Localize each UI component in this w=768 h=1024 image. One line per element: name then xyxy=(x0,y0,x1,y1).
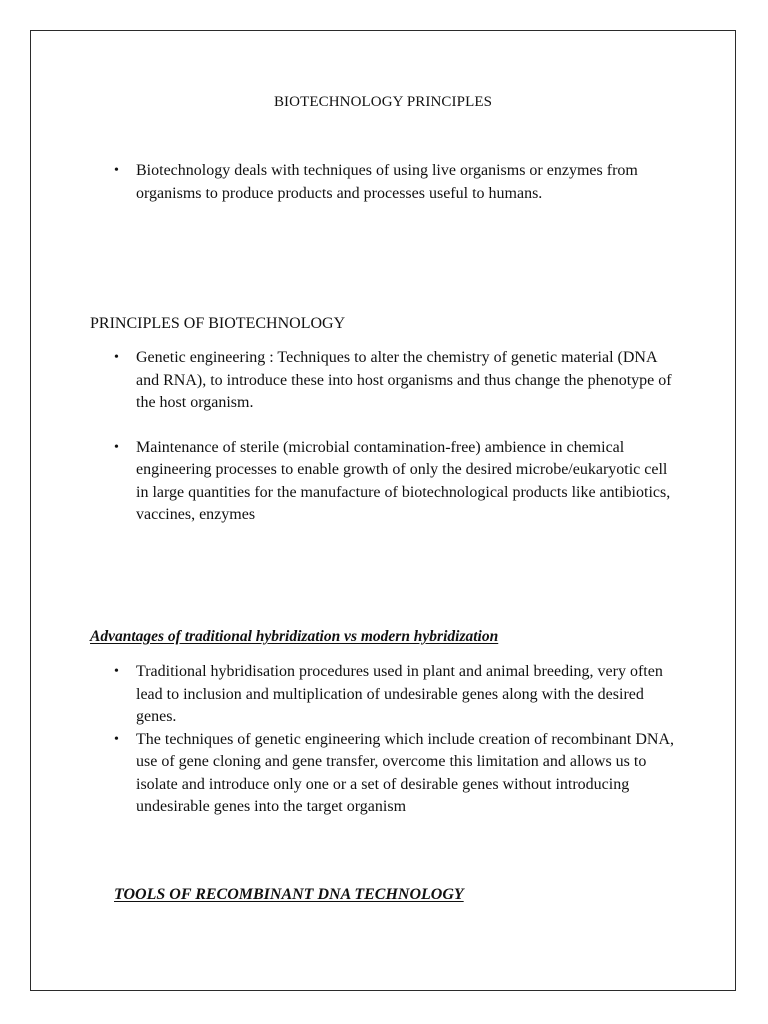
bullet-icon: • xyxy=(114,664,119,679)
page-title: BIOTECHNOLOGY PRINCIPLES xyxy=(273,94,493,110)
list-item xyxy=(31,347,735,415)
intro-bullet-list xyxy=(31,160,735,205)
advantages-bullet-list xyxy=(31,661,735,819)
bullet-text: Biotechnology deals with techniques of using live organisms or enzymes from organisms to produce products and processes useful to humans. xyxy=(136,162,638,202)
list-item xyxy=(31,437,735,527)
bullet-text: The techniques of genetic engineering which include creation of recombinant DNA, use of gene cloning and gene transfer, overcome this limitation and allows us to isolate and introduce only one or a set of desirable genes without introducing undesirable genes into the target organism xyxy=(136,730,675,815)
bullet-icon: • xyxy=(114,439,119,455)
bullet-icon: • xyxy=(114,350,119,365)
principles-bullet-list xyxy=(31,347,735,527)
list-item xyxy=(31,729,735,819)
document-page xyxy=(30,30,736,991)
bullet-icon: • xyxy=(114,163,119,178)
bullet-text: Traditional hybridisation procedures used in plant and animal breeding, very often lead to inclusion and multiplication of undesirable genes along with the desired genes. xyxy=(136,663,663,725)
bullet-icon: • xyxy=(114,731,119,747)
bullet-text: Maintenance of sterile (microbial contamination-free) ambience in chemical engineering processes to enable growth of only the desired microbe/eukaryotic cell in large quantities for the manufacture of biotechnological products like antibiotics, vaccines, enzymes xyxy=(136,438,671,523)
advantages-heading: Advantages of traditional hybridization vs modern hybridization xyxy=(90,628,499,645)
list-item xyxy=(31,160,735,205)
tools-heading: TOOLS OF RECOMBINANT DNA TECHNOLOGY xyxy=(114,886,464,903)
bullet-text: Genetic engineering : Techniques to alter the chemistry of genetic material (DNA and RNA), to introduce these into host organisms and thus change the phenotype of the host organism. xyxy=(136,349,672,411)
principles-heading: PRINCIPLES OF BIOTECHNOLOGY xyxy=(90,315,346,332)
list-item xyxy=(31,661,735,729)
